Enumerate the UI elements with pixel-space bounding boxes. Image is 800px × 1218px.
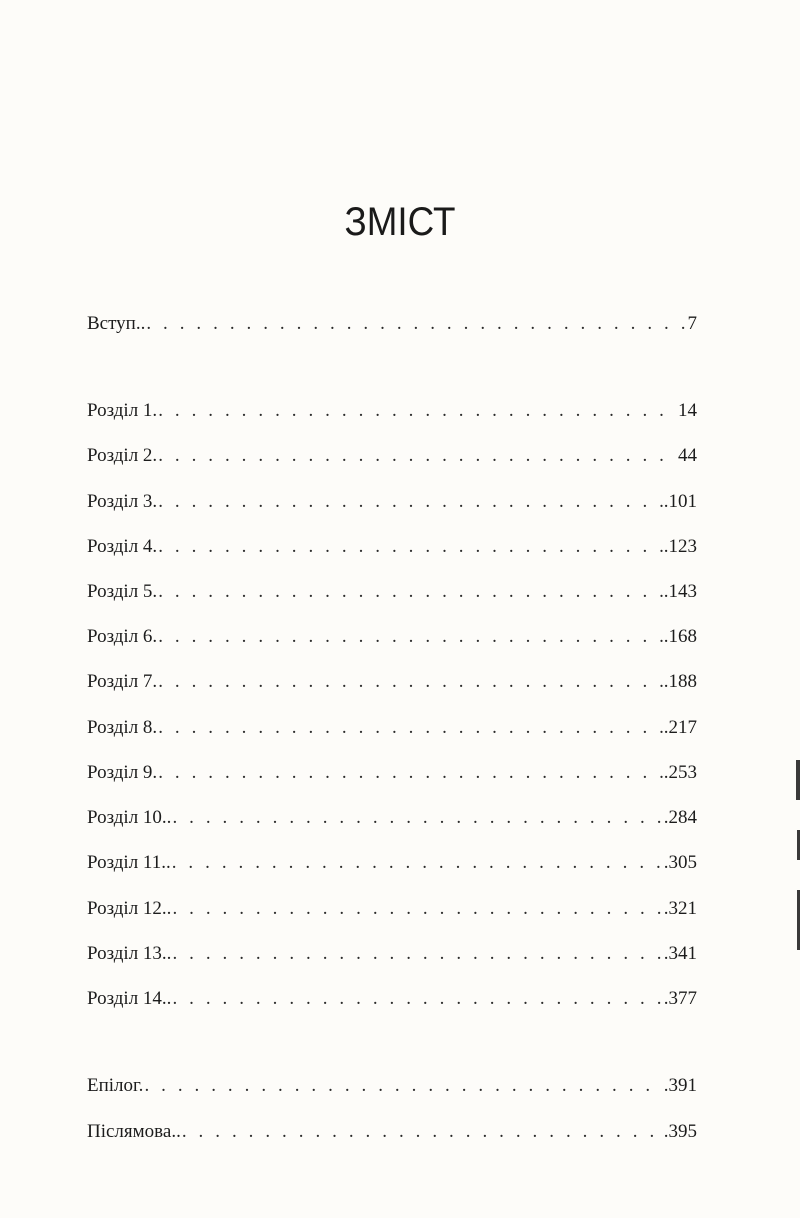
toc-entry-label: Розділ 9. [87, 762, 158, 783]
toc-entry-label: Розділ 13.. [87, 943, 172, 964]
toc-entry-chapter-3 [87, 487, 697, 517]
dot-leader [144, 1071, 662, 1101]
dot-leader [172, 939, 662, 969]
toc-entry-chapter-2 [87, 441, 697, 471]
toc-entry-page: 7 [687, 313, 697, 334]
toc-entry-page: 44 [678, 445, 697, 466]
toc-entry-label: Розділ 1. [87, 400, 158, 421]
toc-entry-label: Вступ.. [87, 313, 146, 334]
toc-entry-page: .321 [663, 898, 697, 919]
dot-leader [158, 667, 663, 697]
toc-entry-page: .253 [663, 762, 697, 783]
dot-leader [158, 487, 663, 517]
dot-leader [158, 441, 677, 471]
toc-entry-label: Розділ 8. [87, 717, 158, 738]
dot-leader [172, 984, 662, 1014]
toc-entry-chapter-9 [87, 758, 697, 788]
toc-entry-label: Епілог. [87, 1075, 144, 1096]
dot-leader [158, 758, 663, 788]
dot-leader [172, 894, 662, 924]
toc-entry-label: Розділ 6. [87, 626, 158, 647]
toc-entry-chapter-7 [87, 667, 697, 697]
toc-entry-page: .391 [663, 1075, 697, 1096]
toc-entry-page: .101 [663, 491, 697, 512]
dot-leader [158, 713, 663, 743]
toc-entry-label: Розділ 14.. [87, 988, 172, 1009]
toc-entry-chapter-6 [87, 622, 697, 652]
toc-entry-label: Розділ 4. [87, 536, 158, 557]
toc-entry-label: Розділ 12.. [87, 898, 172, 919]
page-title: ЗМІСТ [344, 200, 456, 244]
toc-entry-page: .168 [663, 626, 697, 647]
dot-leader [158, 622, 663, 652]
page-edge-shadow [796, 760, 800, 800]
toc-entry-epilogue [87, 1071, 697, 1101]
toc-entry-page: .188 [663, 671, 697, 692]
toc-entry-chapter-1 [87, 396, 697, 426]
dot-leader [172, 803, 662, 833]
toc-entry-chapter-4 [87, 532, 697, 562]
toc-entry-chapter-8 [87, 713, 697, 743]
dot-leader [172, 848, 663, 878]
toc-entry-afterword [87, 1117, 697, 1147]
toc-entry-chapter-10 [87, 803, 697, 833]
dot-leader [146, 309, 686, 339]
toc-entry-intro [87, 309, 697, 339]
toc-entry-page: .341 [663, 943, 697, 964]
toc-entry-page: .217 [663, 717, 697, 738]
dot-leader [158, 396, 677, 426]
toc-entry-label: Розділ 11.. [87, 852, 171, 873]
toc-entry-chapter-11 [87, 848, 697, 878]
toc-entry-page: 14 [678, 400, 697, 421]
toc-entry-label: Розділ 3. [87, 491, 158, 512]
toc-entry-page: .123 [663, 536, 697, 557]
toc-entry-label: Розділ 7. [87, 671, 158, 692]
toc-entry-page: .395 [663, 1121, 697, 1142]
toc-entry-chapter-14 [87, 984, 697, 1014]
dot-leader [158, 532, 663, 562]
toc-entry-chapter-12 [87, 894, 697, 924]
toc-entry-label: Розділ 10.. [87, 807, 172, 828]
toc-entry-label: Розділ 5. [87, 581, 158, 602]
dot-leader [182, 1117, 663, 1147]
toc-entry-page: .377 [663, 988, 697, 1009]
toc-entry-page: .284 [663, 807, 697, 828]
toc-entry-page: .305 [663, 852, 697, 873]
toc-entry-label: Розділ 2. [87, 445, 158, 466]
toc-entry-chapter-13 [87, 939, 697, 969]
toc-entry-label: Післямова.. [87, 1121, 181, 1142]
dot-leader [158, 577, 663, 607]
toc-entry-chapter-5 [87, 577, 697, 607]
toc-entry-page: .143 [663, 581, 697, 602]
